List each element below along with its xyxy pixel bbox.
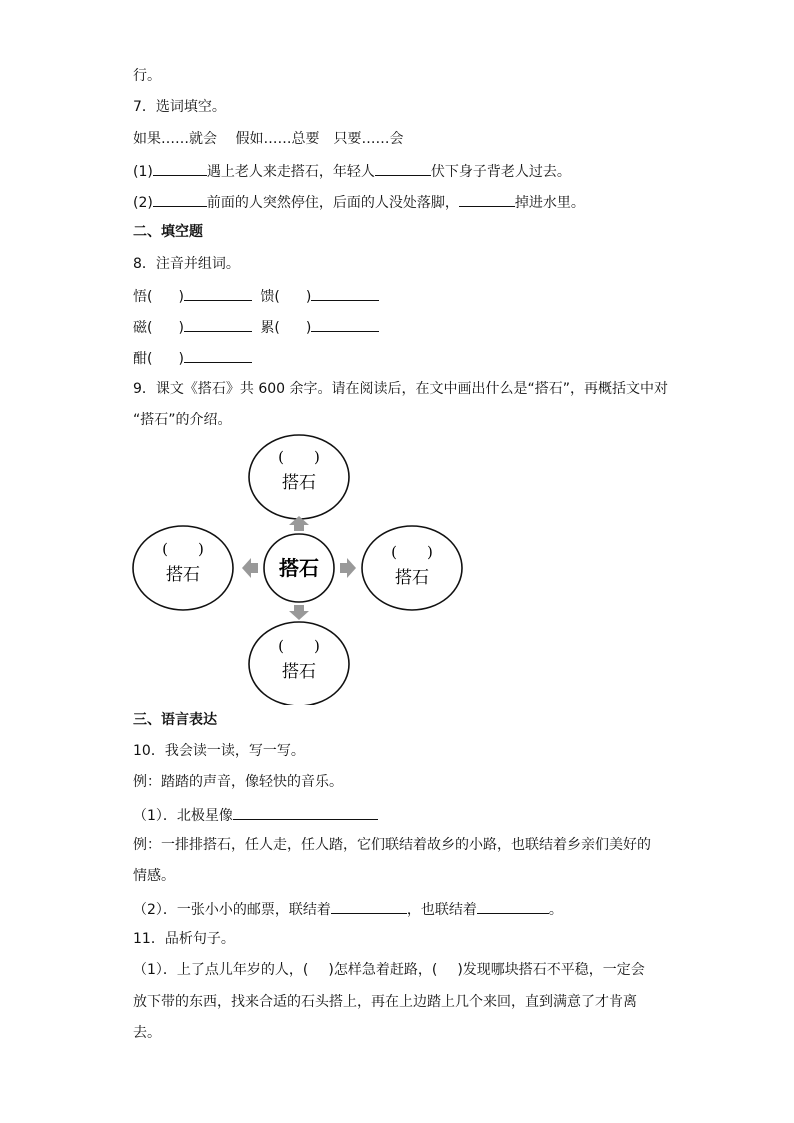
char-3: 磁( xyxy=(133,320,153,336)
answer-blank[interactable] xyxy=(311,285,379,301)
paren-close: ) xyxy=(178,351,184,367)
text-line: 行。 xyxy=(133,68,161,84)
question-7-title: 7．选词填空。 xyxy=(133,99,226,115)
question-10-2 xyxy=(133,898,563,920)
center-label: 搭石 xyxy=(279,556,319,580)
top-paren: ( ) xyxy=(278,448,320,466)
question-11-1-line-2: 放下带的东西，找来合适的石头搭上，再在上边踏上几个来回，直到满意了才肯离 xyxy=(133,994,637,1010)
question-8-row-1 xyxy=(133,285,379,307)
right-paren: ( ) xyxy=(391,543,433,561)
text: （2）．一张小小的邮票，联结着 xyxy=(133,902,331,918)
question-11-title: 11．品析句子。 xyxy=(133,931,235,947)
text: 前面的人突然停住，后面的人没处落脚， xyxy=(206,195,459,211)
text: 掉进水里。 xyxy=(514,195,585,211)
question-7-options: 如果……就会 假如……总要 只要……会 xyxy=(133,131,404,147)
question-10-example-1: 例：踏踏的声音，像轻快的音乐。 xyxy=(133,774,343,790)
text: )怎样急着赶路，( xyxy=(328,962,438,978)
text: （1）．北极星像 xyxy=(133,808,233,824)
arrow-down-icon xyxy=(289,605,309,620)
bottom-paren: ( ) xyxy=(278,637,320,655)
char-5: 酣( xyxy=(133,351,153,367)
arrow-left-icon xyxy=(242,558,258,578)
left-paren: ( ) xyxy=(162,540,204,558)
arrow-right-icon xyxy=(340,558,356,578)
paren-close: ) xyxy=(305,320,312,336)
paren-close: ) xyxy=(178,289,184,305)
paren-close: ) xyxy=(178,320,184,336)
answer-blank[interactable] xyxy=(184,347,252,363)
question-11-1-line-3: 去。 xyxy=(133,1025,161,1041)
question-8-row-3 xyxy=(133,347,252,369)
section-2-heading: 二、填空题 xyxy=(133,224,203,240)
answer-blank[interactable] xyxy=(375,160,431,176)
left-label: 搭石 xyxy=(166,565,200,585)
answer-blank[interactable] xyxy=(184,316,252,332)
top-label: 搭石 xyxy=(282,473,316,493)
question-7-2 xyxy=(133,191,585,213)
question-10-1 xyxy=(133,804,378,826)
text: 。 xyxy=(548,902,563,918)
answer-blank[interactable] xyxy=(331,898,407,914)
answer-blank[interactable] xyxy=(153,160,207,176)
question-10-example-2-line-2: 情感。 xyxy=(133,868,175,884)
question-7-1 xyxy=(133,160,571,182)
answer-blank[interactable] xyxy=(459,191,515,207)
char-2: 馈( xyxy=(260,289,280,305)
text: 伏下身子背老人过去。 xyxy=(430,164,571,180)
item-number: (2) xyxy=(133,195,153,211)
text: （1）．上了点儿年岁的人，( xyxy=(133,962,309,978)
question-8-title: 8．注音并组词。 xyxy=(133,256,240,272)
question-11-1-line-1 xyxy=(133,960,645,980)
text: )发现哪块搭石不平稳，一定会 xyxy=(457,962,645,978)
text: 遇上老人来走搭石，年轻人 xyxy=(206,164,375,180)
answer-blank[interactable] xyxy=(153,191,207,207)
answer-blank[interactable] xyxy=(233,804,378,820)
char-1: 悟( xyxy=(133,289,153,305)
bottom-label: 搭石 xyxy=(282,662,316,682)
char-4: 累( xyxy=(260,320,280,336)
answer-blank[interactable] xyxy=(477,898,549,914)
question-9-line-1: 9．课文《搭石》共 600 余字。请在阅读后，在文中画出什么是“搭石”，再概括文中对 xyxy=(133,381,669,397)
dashi-diagram xyxy=(130,430,470,705)
answer-blank[interactable] xyxy=(311,316,379,332)
item-number: (1) xyxy=(133,164,153,180)
answer-blank[interactable] xyxy=(184,285,252,301)
question-10-example-2-line-1: 例：一排排搭石，任人走，任人踏，它们联结着故乡的小路，也联结着乡亲们美好的 xyxy=(133,837,651,853)
section-3-heading: 三、语言表达 xyxy=(133,712,217,728)
question-8-row-2 xyxy=(133,316,379,338)
right-label: 搭石 xyxy=(395,568,429,588)
paren-close: ) xyxy=(305,289,312,305)
question-9-line-2: “搭石”的介绍。 xyxy=(133,412,232,428)
question-10-title: 10．我会读一读，写一写。 xyxy=(133,743,305,759)
text: ，也联结着 xyxy=(406,902,477,918)
